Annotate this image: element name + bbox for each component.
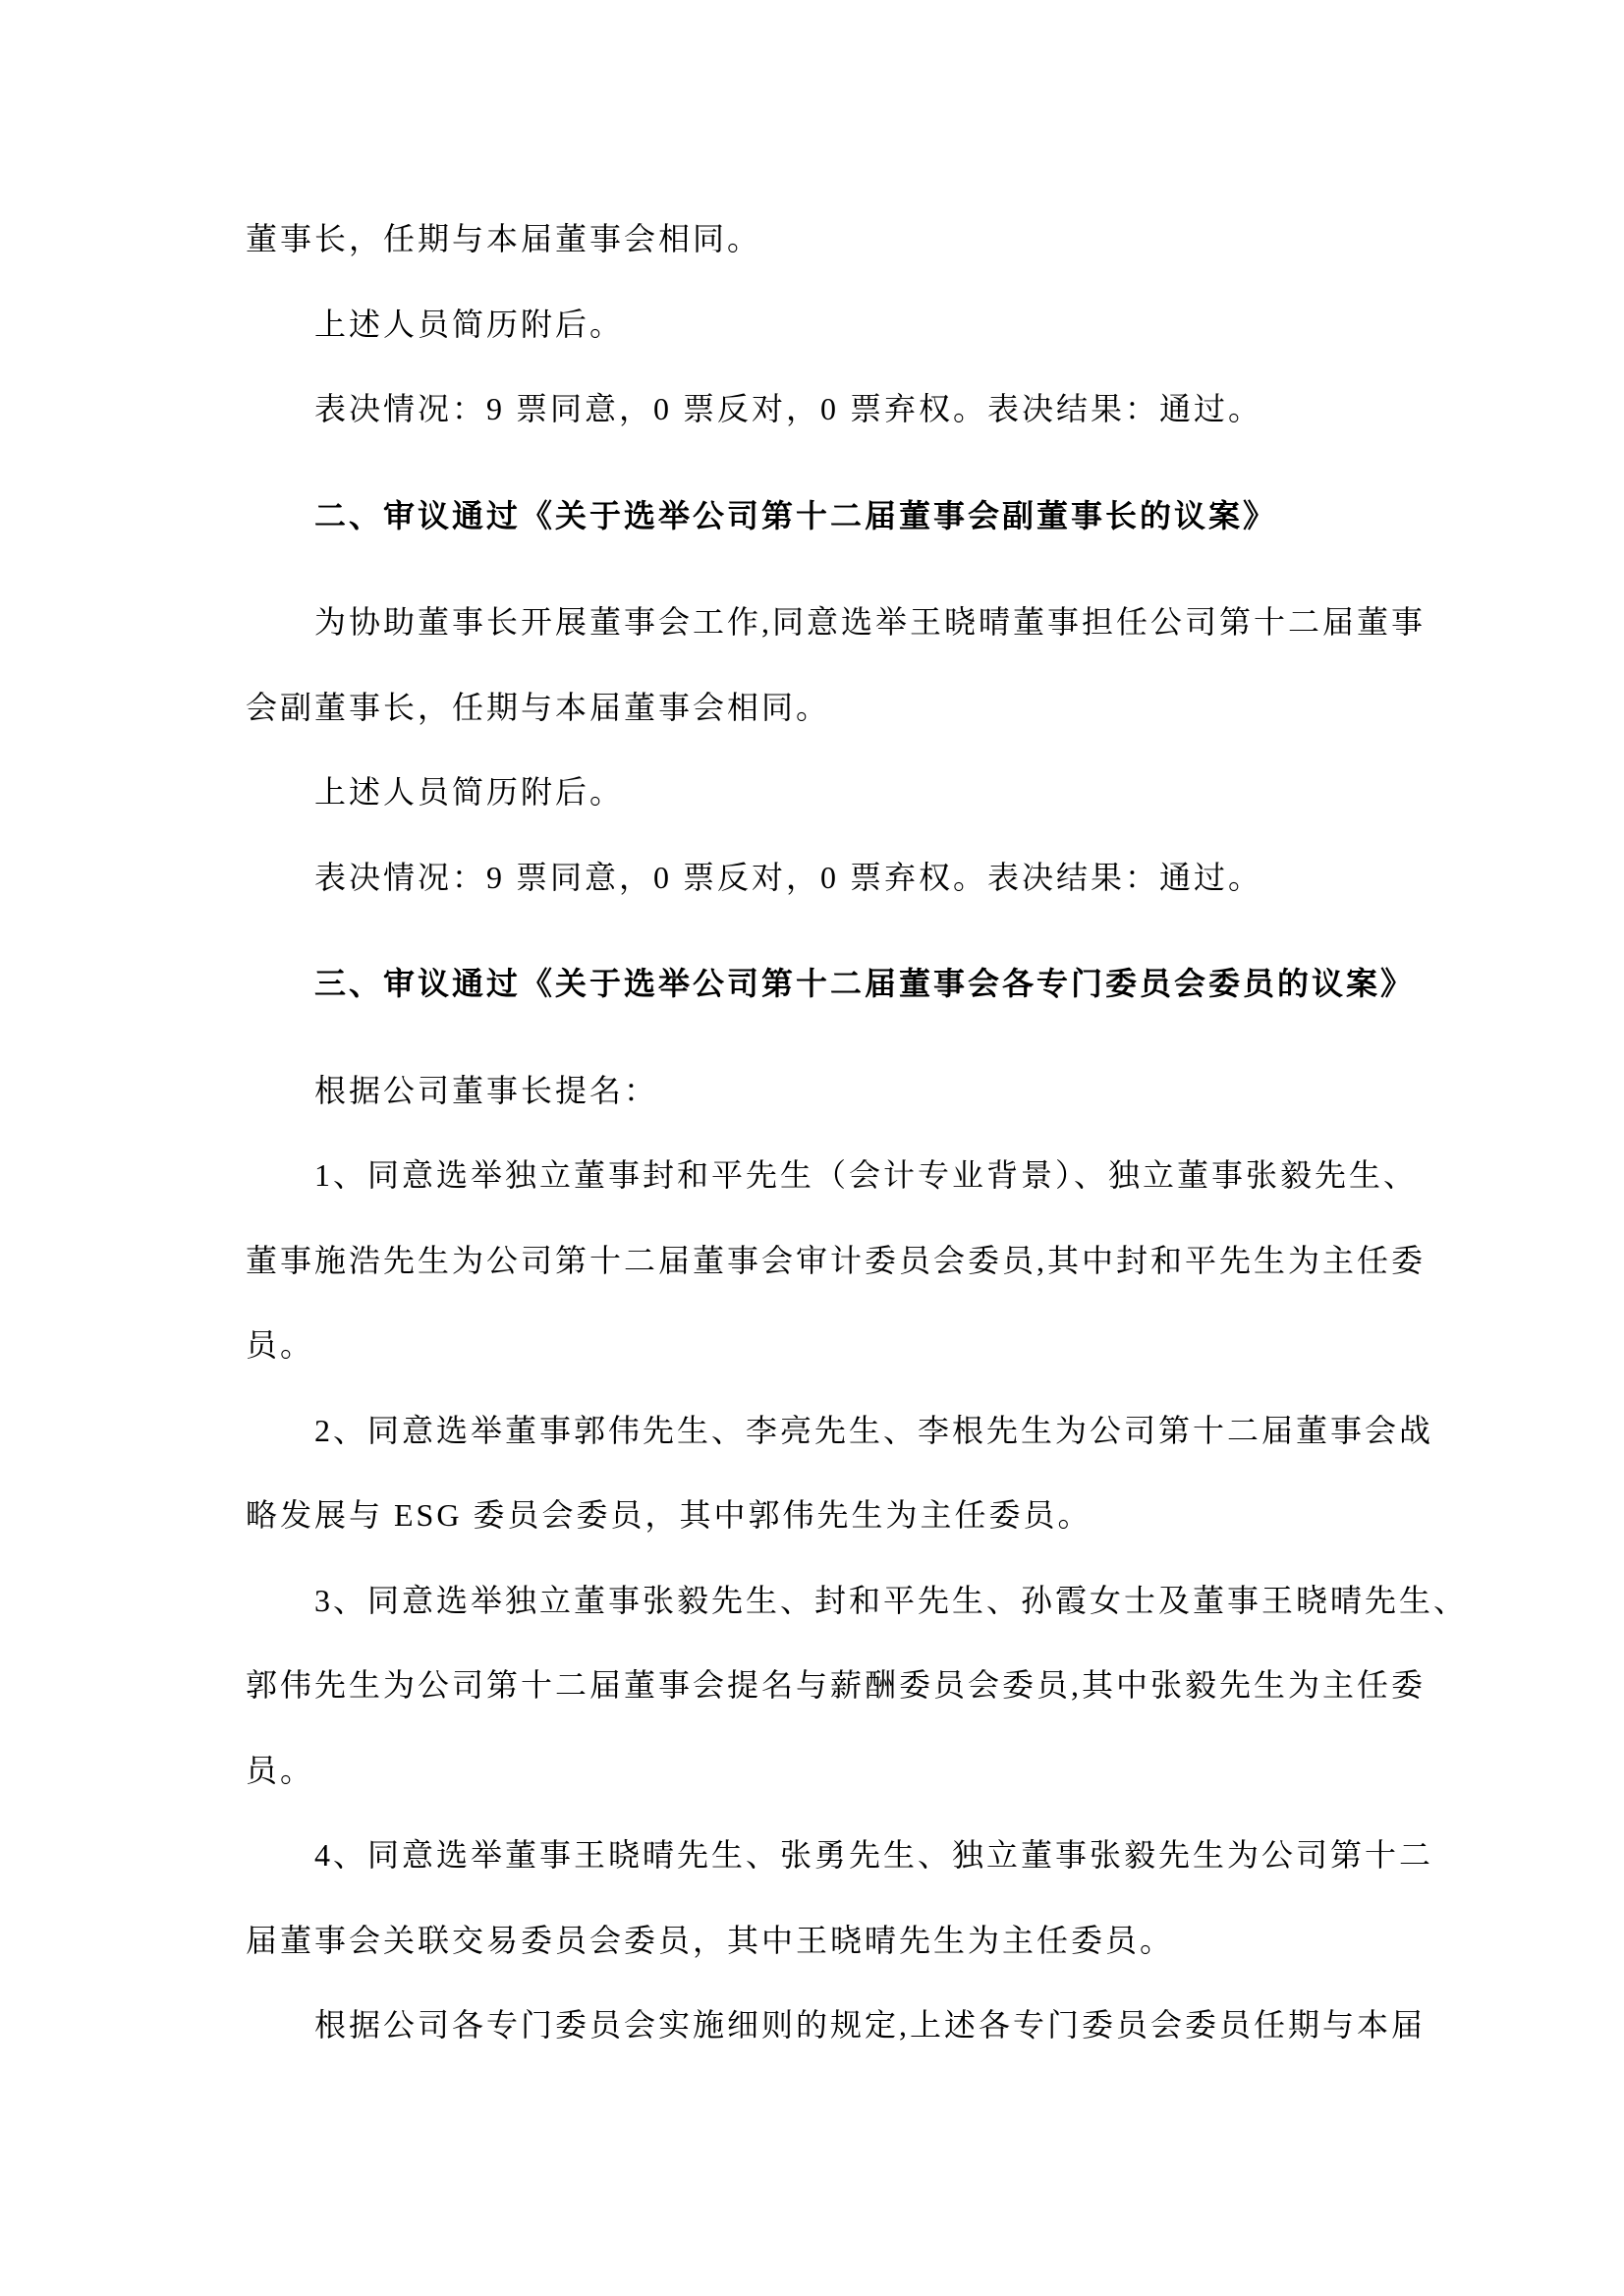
vote-result-line: 表决情况：9 票同意，0 票反对，0 票弃权。表决结果：通过。 [314,859,1263,895]
para-continuation-line: 会副董事长，任期与本届董事会相同。 [246,689,831,725]
section-heading-3: 三、审议通过《关于选举公司第十二届董事会各专门委员会委员的议案》 [314,966,1416,1001]
section-heading-2: 二、审议通过《关于选举公司第十二届董事会副董事长的议案》 [314,497,1278,533]
para-continuation-line: 届董事会关联交易委员会委员，其中王晓晴先生为主任委员。 [246,1922,1175,1958]
para-continuation-line: 员。 [246,1752,315,1788]
list-item-2-line: 2、同意选举董事郭伟先生、李亮先生、李根先生为公司第十二届董事会战 [314,1412,1434,1448]
para-line: 为协助董事长开展董事会工作,同意选举王晓晴董事担任公司第十二届董事 [314,604,1427,640]
vote-result-line: 表决情况：9 票同意，0 票反对，0 票弃权。表决结果：通过。 [314,391,1263,426]
para-line: 上述人员简历附后。 [314,306,625,342]
para-continuation-line: 略发展与 ESG 委员会委员，其中郭伟先生为主任委员。 [246,1497,1092,1533]
list-item-3-line: 3、同意选举独立董事张毅先生、封和平先生、孙霞女士及董事王晓晴先生、 [314,1582,1469,1618]
list-item-4-line: 4、同意选举董事王晓晴先生、张勇先生、独立董事张毅先生为公司第十二 [314,1837,1434,1873]
para-line: 根据公司各专门委员会实施细则的规定,上述各专门委员会委员任期与本届 [314,2007,1427,2043]
para-continuation-line: 董事长，任期与本届董事会相同。 [246,221,762,256]
para-continuation-line: 郭伟先生为公司第十二届董事会提名与薪酬委员会委员,其中张毅先生为主任委 [246,1667,1427,1703]
para-line: 根据公司董事长提名： [314,1072,659,1108]
para-line: 上述人员简历附后。 [314,774,625,810]
list-item-1-line: 1、同意选举独立董事封和平先生（会计专业背景）、独立董事张毅先生、 [314,1157,1419,1193]
para-continuation-line: 董事施浩先生为公司第十二届董事会审计委员会委员,其中封和平先生为主任委 [246,1242,1427,1278]
para-continuation-line: 员。 [246,1327,315,1363]
